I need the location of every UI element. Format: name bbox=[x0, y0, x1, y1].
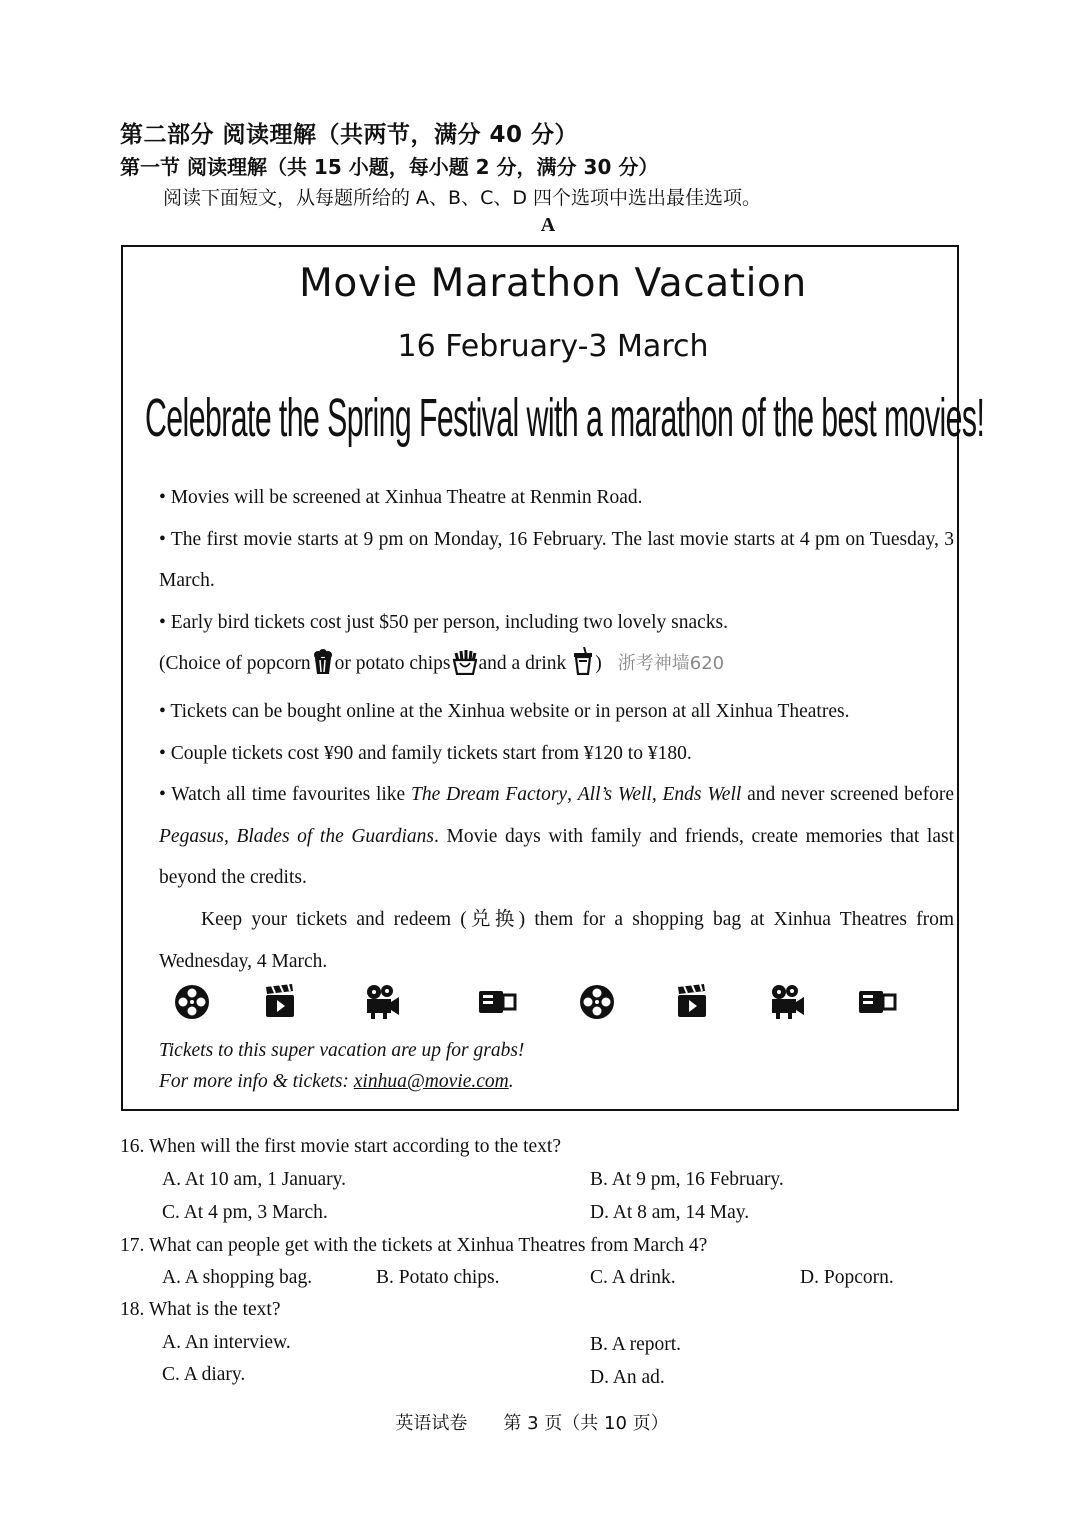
snack-choice-end: ) bbox=[595, 653, 602, 675]
potato-chips-icon bbox=[452, 649, 478, 691]
email-link[interactable]: xinhua@movie.com bbox=[353, 1071, 509, 1092]
option-letter: D. bbox=[590, 1202, 609, 1223]
option-letter: C. bbox=[162, 1364, 180, 1385]
snack-choice bbox=[159, 643, 954, 691]
option-text: An interview. bbox=[184, 1332, 291, 1353]
ad-dates: 16 February-3 March bbox=[397, 329, 709, 364]
option-16-d[interactable] bbox=[590, 1202, 749, 1224]
bullet-venue: • Movies will be screened at Xinhua Theatre at Renmin Road. bbox=[159, 487, 643, 508]
option-text: A drink. bbox=[611, 1267, 676, 1288]
movie-title: The Dream Factory bbox=[411, 784, 568, 806]
projector-icon bbox=[857, 983, 897, 1024]
bullet-schedule: • The first movie starts at 9 pm on Monday, 16 February. The last movie starts at 4 pm on Tuesday, 3 March. bbox=[159, 528, 954, 592]
question-17 bbox=[120, 1235, 707, 1257]
ad-footer-prefix: For more info & tickets: bbox=[159, 1071, 354, 1092]
ad-footer-tagline: Tickets to this super vacation are up for grabs! bbox=[159, 1040, 525, 1061]
question-stem: What can people get with the tickets at Xinhua Theatres from March 4? bbox=[148, 1235, 708, 1256]
option-18-a[interactable] bbox=[162, 1332, 291, 1354]
option-17-c[interactable] bbox=[590, 1267, 676, 1289]
ad-body bbox=[159, 477, 954, 982]
option-text: At 8 am, 14 May. bbox=[612, 1202, 750, 1223]
movie-camera-icon bbox=[361, 983, 401, 1024]
section-title: 第一节 阅读理解（共 15 小题，每小题 2 分，满分 30 分） bbox=[120, 155, 659, 179]
option-text: A shopping bag. bbox=[184, 1267, 313, 1288]
option-17-d[interactable] bbox=[800, 1267, 894, 1289]
option-letter: D. bbox=[590, 1367, 609, 1388]
film-reel-icon bbox=[578, 983, 616, 1026]
option-text: An ad. bbox=[612, 1367, 665, 1388]
option-text: Popcorn. bbox=[823, 1267, 894, 1288]
option-text: Potato chips. bbox=[398, 1267, 500, 1288]
movies-end: . Movie days with family and friends, create memories that last beyond the credits. bbox=[159, 825, 954, 889]
option-18-c[interactable] bbox=[162, 1364, 245, 1386]
part-title: 第二部分 阅读理解（共两节，满分 40 分） bbox=[120, 122, 579, 148]
option-text: At 10 am, 1 January. bbox=[184, 1169, 346, 1190]
clapperboard-icon bbox=[675, 983, 709, 1024]
movie-ad-box bbox=[121, 245, 985, 1111]
option-letter: A. bbox=[162, 1169, 181, 1190]
bullet-early-bird: • Early bird tickets cost just $50 per person, including two lovely snacks. bbox=[159, 611, 728, 633]
question-16 bbox=[120, 1136, 561, 1158]
snack-choice-start: (Choice of popcorn bbox=[159, 653, 311, 675]
ad-footer bbox=[159, 1035, 524, 1097]
option-letter: C. bbox=[162, 1202, 180, 1223]
option-17-b[interactable] bbox=[376, 1267, 500, 1289]
option-16-c[interactable] bbox=[162, 1202, 328, 1224]
option-letter: D. bbox=[800, 1267, 819, 1288]
option-18-d[interactable] bbox=[590, 1367, 665, 1389]
option-letter: B. bbox=[376, 1267, 394, 1288]
movie-title: All’s Well, Ends Well bbox=[577, 784, 742, 806]
option-17-a[interactable] bbox=[162, 1267, 312, 1289]
question-number: 16. bbox=[120, 1136, 145, 1157]
option-letter: B. bbox=[590, 1334, 608, 1355]
ad-slogan: Celebrate the Spring Festival with a marathon of the best movies! bbox=[145, 388, 985, 448]
option-text: At 9 pm, 16 February. bbox=[611, 1169, 784, 1190]
drink-cup-icon bbox=[572, 647, 594, 691]
question-18 bbox=[120, 1299, 280, 1321]
redeem-note: Keep your tickets and redeem (兑换) them for a shopping bag at Xinhua Theatres from Wednesday, 4 March. bbox=[159, 908, 954, 972]
bullet-prices: • Couple tickets cost ¥90 and family tickets start from ¥120 to ¥180. bbox=[159, 742, 692, 764]
option-text: At 4 pm, 3 March. bbox=[183, 1202, 328, 1223]
movies-separator: , bbox=[224, 825, 237, 847]
option-16-b[interactable] bbox=[590, 1169, 784, 1191]
question-stem: What is the text? bbox=[148, 1299, 281, 1320]
ad-footer-contact bbox=[159, 1066, 524, 1097]
option-letter: B. bbox=[590, 1169, 608, 1190]
ad-title: Movie Marathon Vacation bbox=[299, 261, 807, 306]
page-footer: 英语试卷 第 3 页（共 10 页） bbox=[395, 1413, 669, 1434]
option-text: A report. bbox=[611, 1334, 682, 1355]
question-stem: When will the first movie start according to the text? bbox=[148, 1136, 561, 1157]
snack-choice-mid: or potato chips bbox=[334, 653, 451, 675]
question-number: 17. bbox=[120, 1235, 145, 1256]
option-letter: A. bbox=[162, 1267, 181, 1288]
watermark: 浙考神墙620 bbox=[617, 653, 725, 675]
movies-mid: and never screened before bbox=[741, 784, 954, 806]
ad-footer-suffix: . bbox=[508, 1071, 514, 1092]
movies-separator: , bbox=[567, 784, 578, 806]
passage-label: A bbox=[540, 214, 556, 236]
option-letter: C. bbox=[590, 1267, 608, 1288]
movie-title: Blades of the Guardians bbox=[236, 825, 435, 847]
snack-choice-drink: and a drink bbox=[478, 653, 567, 675]
film-reel-icon bbox=[173, 983, 211, 1026]
instructions: 阅读下面短文，从每题所给的 A、B、C、D 四个选项中选出最佳选项。 bbox=[163, 187, 762, 209]
option-letter: A. bbox=[162, 1332, 181, 1353]
movies-intro: • Watch all time favourites like bbox=[159, 784, 412, 806]
projector-icon bbox=[477, 983, 517, 1024]
option-16-a[interactable] bbox=[162, 1169, 346, 1191]
bullet-movies bbox=[159, 774, 954, 899]
movie-title: Pegasus bbox=[159, 825, 224, 847]
popcorn-icon bbox=[312, 649, 334, 691]
movie-icons-row bbox=[173, 983, 913, 1023]
option-18-b[interactable] bbox=[590, 1334, 681, 1356]
bullet-purchase: • Tickets can be bought online at the Xinhua website or in person at all Xinhua Theatres. bbox=[159, 700, 850, 722]
question-number: 18. bbox=[120, 1299, 145, 1320]
option-text: A diary. bbox=[183, 1364, 246, 1385]
clapperboard-icon bbox=[263, 983, 297, 1024]
movie-camera-icon bbox=[766, 983, 806, 1024]
